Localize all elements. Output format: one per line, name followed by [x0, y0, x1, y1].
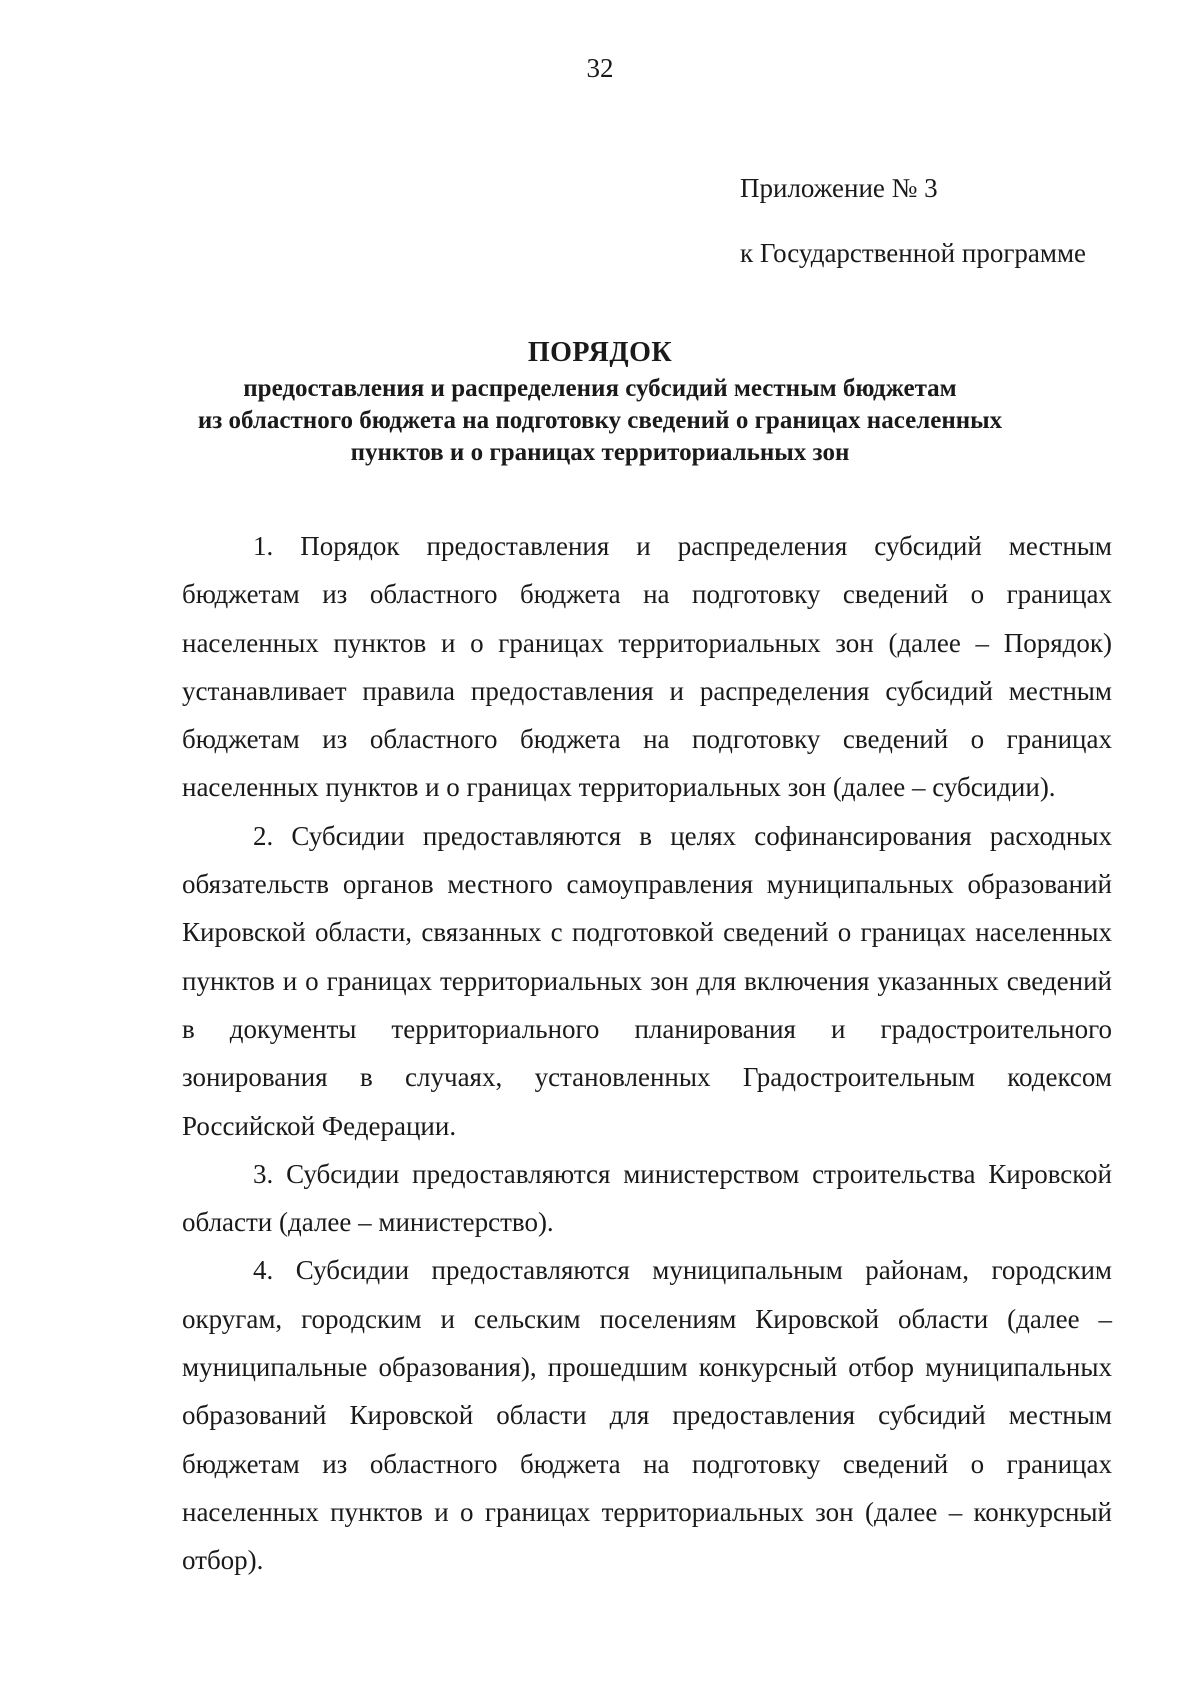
document-subtitle-line-2: из областного бюджета на подготовку сведений о границах населенных [197, 407, 1003, 434]
document-subtitle-line-3: пунктов и о границах территориальных зон [350, 439, 850, 466]
page-number: 32 [586, 53, 614, 83]
document-body [182, 522, 1112, 1585]
appendix-reference: к Государственной программе [740, 238, 1087, 268]
paragraph-1: 1. Порядок предоставления и распределения субсидий местным бюджетам из областного бюджета на подготовку сведений о границах населенных пунктов и о границах территориальных зон (далее – Порядок) устанавливает правила предоставления и распределения субсидий местным бюджетам из областного бюджета на подготовку сведений о границах населенных пунктов и о границах территориальных зон (далее – субсидии). [182, 531, 1112, 803]
document-title: ПОРЯДОК [527, 337, 673, 368]
appendix-number: Приложение № 3 [740, 173, 938, 203]
paragraph-3: 3. Субсидии предоставляются министерством строительства Кировской области (далее – министерство). [182, 1158, 1112, 1238]
document-subtitle-line-1: предоставления и распределения субсидий местным бюджетам [243, 375, 957, 402]
paragraph-2: 2. Субсидии предоставляются в целях софинансирования расходных обязательств органов местного самоуправления муниципальных образований Кировской области, связанных с подготовкой сведений о границах населенных пунктов и о границах территориальных зон для включения указанных сведений в документы территориального планирования и градостроительного зонирования в случаях, установленных Градостроительным кодексом Российской Федерации. [182, 820, 1112, 1141]
document-heading [150, 333, 1050, 469]
paragraph-4: 4. Субсидии предоставляются муниципальным районам, городским округам, городским и сельским поселениям Кировской области (далее – муниципальные образования), прошедшим конкурсный отбор муниципальных образований Кировской области для предоставления субсидий местным бюджетам из областного бюджета на подготовку сведений о границах населенных пунктов и о границах территориальных зон (далее – конкурсный отбор). [182, 1255, 1112, 1576]
